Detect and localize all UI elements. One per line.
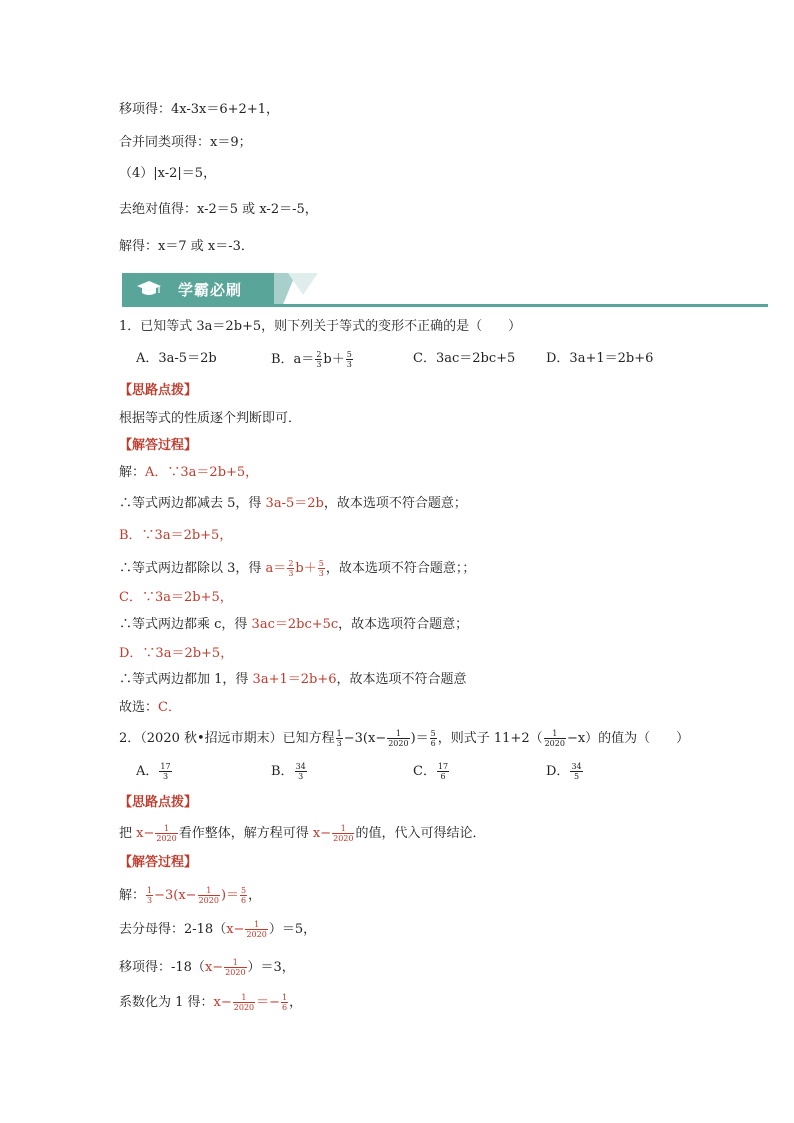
step-expr: 4x-3x＝6+2+1， (171, 102, 279, 117)
q1-solution-line-8: ∴等式两边都加 1，得 3a+1＝2b+6，故本选项不符合题意 (119, 672, 467, 687)
q2-stem: 2．（2020 秋•招远市期末）已知方程 $\frac{1}{3}$ −3(x− $\frac{1}{2020}$ )＝ $\frac{5}{6}$ ，则式子 11+2（ $\frac{1}{2020}$ −x）的值为（ ） (119, 729, 690, 748)
q1-solution-line-6: ∴等式两边都乘 c，得 3ac＝2bc+5c，故本选项符合题意； (119, 617, 469, 632)
q1-solution-line-3: B．∵3a＝2b+5， (119, 528, 233, 543)
q2-option-b: B． $\frac{34}{3}$ (271, 762, 306, 781)
step-expr: x＝9； (210, 135, 252, 150)
section-banner (122, 273, 768, 307)
q1-option-b: B．a＝ $\frac{2}{3}$ b＋ $\frac{5}{3}$ (271, 350, 352, 369)
q1-option-d: D．3a+1＝2b+6 (546, 351, 654, 366)
q1-solution-line-5: C．∵3a＝2b+5， (119, 590, 233, 605)
q1-option-c: C．3ac＝2bc+5 (413, 351, 516, 366)
q2-solution-line-2: 去分母得：2-18（x− $\frac{1}{2020}$ ）＝5， (119, 920, 317, 939)
q2-hint-text: 把 x− $\frac{1}{2020}$ 看作整体，解方程可得 x− $\frac{1}{2020}$ 的值，代入可得结论． (119, 824, 486, 843)
step-label: 解得： (119, 239, 159, 254)
step-expr: x-2＝5 或 x-2＝-5， (197, 202, 318, 217)
prev-line-2 (119, 134, 252, 152)
banner-triangle (288, 273, 318, 295)
step-label: 移项得： (119, 102, 172, 117)
prev-line-4 (119, 201, 318, 219)
q1-answer: 故选：C． (119, 700, 181, 715)
prev-line-1 (119, 101, 279, 119)
step-label: 去绝对值得： (119, 202, 198, 217)
step-expr: x＝7 或 x＝-3． (158, 239, 254, 254)
q1-solution-heading: 【解答过程】 (119, 438, 198, 453)
q1-option-a: A．3a-5＝2b (136, 351, 217, 366)
prev-line-3 (119, 165, 216, 183)
q2-solution-line-3: 移项得：-18（x− $\frac{1}{2020}$ ）＝3， (119, 958, 295, 977)
banner-title: 学霸必刷 (178, 281, 243, 299)
q1-hint-text: 根据等式的性质逐个判断即可． (119, 411, 302, 426)
q2-hint-heading: 【思路点拨】 (119, 795, 198, 810)
q1-stem: 1．已知等式 3a＝2b+5，则下列关于等式的变形不正确的是（ ） (119, 319, 522, 334)
q1-solution-line-1: 解：A．∵3a＝2b+5， (119, 465, 259, 480)
q2-solution-line-1: 解： $\frac{1}{3}$ −3(x− $\frac{1}{2020}$ )＝ $\frac{5}{6}$ ， (119, 886, 262, 905)
q1-solution-line-7: D．∵3a＝2b+5， (119, 646, 234, 661)
graduation-cap-icon (136, 280, 162, 298)
q1-solution-line-2: ∴等式两边都减去 5，得 3a-5＝2b，故本选项不符合题意； (119, 496, 467, 511)
q2-option-d: D． $\frac{34}{5}$ (546, 762, 582, 781)
prev-line-5 (119, 238, 254, 256)
q2-solution-line-4: 系数化为 1 得：x− $\frac{1}{2020}$ ＝− $\frac{1}{6}$ ， (119, 993, 303, 1012)
step-label: （4） (119, 166, 154, 181)
q1-hint-heading: 【思路点拨】 (119, 383, 198, 398)
q2-option-c: C． $\frac{17}{6}$ (413, 762, 449, 781)
step-expr: |x-2|＝5， (153, 166, 217, 181)
banner-rule (122, 304, 768, 307)
q2-solution-heading: 【解答过程】 (119, 855, 198, 870)
q1-solution-line-4: ∴等式两边都除以 3，得 a＝ $\frac{2}{3}$ b＋ $\frac{5}{3}$ ，故本选项不符合题意；； (119, 559, 476, 578)
q2-option-a: A． $\frac{17}{3}$ (136, 762, 171, 781)
step-label: 合并同类项得： (119, 135, 211, 150)
